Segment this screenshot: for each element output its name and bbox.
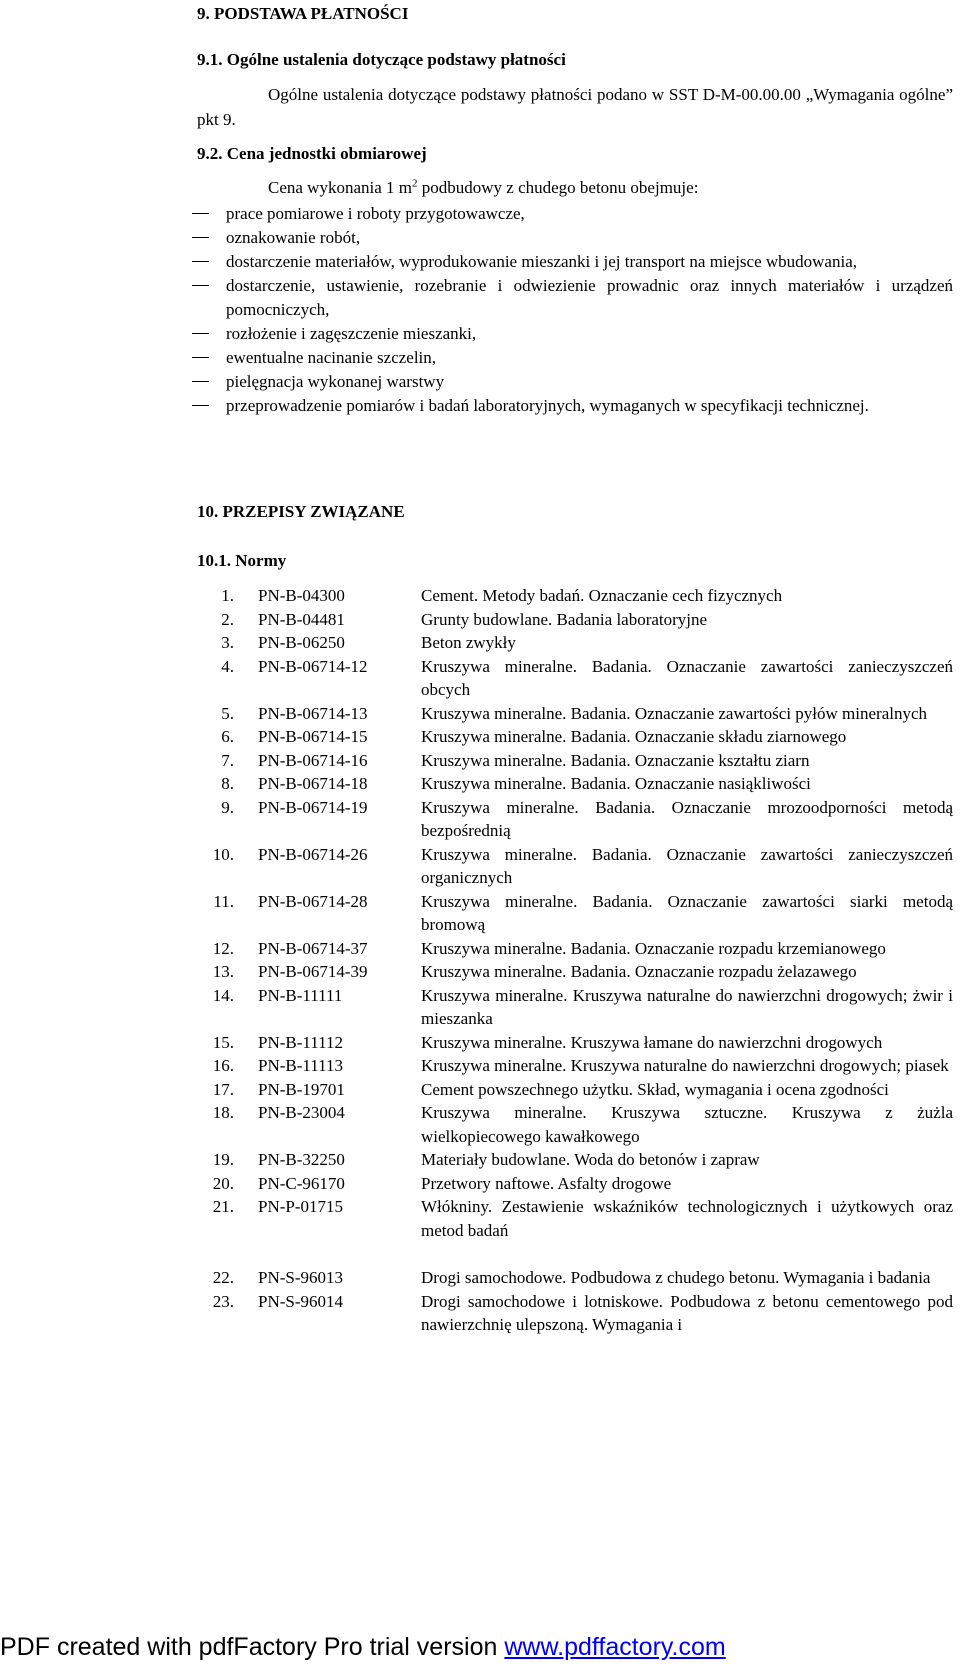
norm-code: PN-B-23004 — [258, 1103, 345, 1122]
norm-title: Cement. Metody badań. Oznaczanie cech fizycznych — [421, 586, 783, 605]
norm-number: 9. — [221, 797, 234, 817]
intro-superscript: 2 — [412, 177, 418, 190]
norm-number: 5. — [221, 703, 234, 723]
norm-number: 22. — [212, 1268, 234, 1287]
norm-code: PN-B-06714-28 — [258, 891, 368, 911]
section-9-heading: 9. PODSTAWA PŁATNOŚCI — [197, 4, 409, 23]
norm-title: Kruszywa mineralne. Kruszywa naturalne do nawierzchni drogowych; żwir i mieszanka — [421, 985, 953, 1028]
norm-number: 20. — [212, 1173, 234, 1193]
pdf-footer — [0, 1632, 726, 1662]
norm-title: Kruszywa mineralne. Badania. Oznaczanie zawartości pyłów mineralnych — [421, 703, 928, 723]
norm-title: Kruszywa mineralne. Badania. Oznaczanie składu ziarnowego — [421, 727, 847, 746]
norm-number: 18. — [212, 1103, 234, 1122]
norm-number: 19. — [212, 1150, 234, 1169]
list-item — [192, 274, 953, 322]
norm-row — [197, 1054, 953, 1078]
list-item — [192, 370, 953, 394]
norm-code: PN-B-04481 — [258, 609, 345, 629]
norm-number: 16. — [212, 1056, 234, 1075]
norm-row — [197, 890, 953, 937]
section-10-heading: 10. PRZEPISY ZWIĄZANE — [197, 502, 405, 521]
norm-row — [197, 843, 953, 890]
norm-code: PN-B-06714-39 — [258, 962, 368, 981]
norm-title: Kruszywa mineralne. Badania. Oznaczanie kształtu ziarn — [421, 750, 810, 770]
list-item — [192, 394, 953, 418]
norm-code: PN-B-06714-13 — [258, 703, 368, 723]
section-9-1-heading: 9.1. Ogólne ustalenia dotyczące podstawy płatności — [197, 50, 566, 69]
dash-bullet-icon — [192, 285, 209, 286]
norm-row — [197, 725, 953, 749]
dash-bullet-icon — [192, 333, 209, 334]
norm-title: Grunty budowlane. Badania laboratoryjne — [421, 609, 708, 629]
norm-code: PN-B-11112 — [258, 1032, 343, 1052]
norm-code: PN-B-06714-26 — [258, 844, 368, 864]
norm-title: Kruszywa mineralne. Kruszywa łamane do nawierzchni drogowych — [421, 1032, 883, 1052]
norm-row — [197, 584, 953, 608]
list-item-text: oznakowanie robót, — [226, 228, 361, 247]
section-9-2-heading: 9.2. Cena jednostki obmiarowej — [197, 144, 427, 163]
list-item — [192, 322, 953, 346]
norm-code: PN-S-96013 — [258, 1268, 344, 1287]
norm-title: Beton zwykły — [421, 633, 516, 652]
norm-code: PN-B-06250 — [258, 633, 345, 652]
norm-number: 1. — [221, 586, 234, 605]
norm-row — [197, 984, 953, 1031]
norm-number: 17. — [212, 1079, 234, 1099]
norm-code: PN-B-19701 — [258, 1079, 345, 1099]
list-item-text: rozłożenie i zagęszczenie mieszanki, — [226, 324, 477, 343]
norm-title: Kruszywa mineralne. Badania. Oznaczanie zawartości zanieczyszczeń organicznych — [421, 844, 953, 887]
dash-bullet-icon — [192, 357, 209, 358]
norm-number: 23. — [212, 1291, 234, 1311]
norm-title: Kruszywa mineralne. Badania. Oznaczanie zawartości siarki metodą bromową — [421, 891, 953, 934]
norm-row — [197, 1148, 953, 1172]
norm-row — [197, 1101, 953, 1148]
norm-code: PN-B-06714-15 — [258, 727, 368, 746]
intro-text-after: podbudowy z chudego betonu obejmuje: — [417, 178, 699, 197]
footer-link[interactable]: www.pdffactory.com — [504, 1633, 726, 1661]
list-item-text: przeprowadzenie pomiarów i badań laboratoryjnych, wymaganych w specyfikacji technicznej. — [226, 396, 869, 415]
list-item — [192, 250, 953, 274]
footer-text: PDF created with pdfFactory Pro trial version — [0, 1633, 505, 1661]
norm-title: Kruszywa mineralne. Badania. Oznaczanie zawartości zanieczyszczeń obcych — [421, 656, 953, 699]
norms-list — [197, 584, 953, 1337]
list-item-text: dostarczenie, ustawienie, rozebranie i odwiezienie prowadnic oraz innych materiałów i urządzeń pomocniczych, — [226, 276, 953, 319]
norm-number: 2. — [221, 609, 234, 629]
list-item-text: ewentualne nacinanie szczelin, — [226, 348, 437, 367]
norm-row — [197, 1266, 953, 1290]
list-item-text: pielęgnacja wykonanej warstwy — [226, 372, 445, 391]
dash-bullet-icon — [192, 381, 209, 382]
norm-title: Przetwory naftowe. Asfalty drogowe — [421, 1173, 672, 1193]
norm-row — [197, 796, 953, 843]
list-item — [192, 346, 953, 370]
list-item — [192, 226, 953, 250]
norm-title: Kruszywa mineralne. Kruszywa naturalne do nawierzchni drogowych; piasek — [421, 1056, 949, 1075]
norm-number: 12. — [212, 938, 234, 958]
norm-row — [197, 772, 953, 796]
norm-title: Kruszywa mineralne. Kruszywa sztuczne. Kruszywa z żużla wielkopiecowego kawałkowego — [421, 1103, 953, 1146]
norm-number: 6. — [221, 727, 234, 746]
dash-bullet-icon — [192, 405, 209, 406]
norm-row — [197, 1031, 953, 1055]
norm-number: 10. — [212, 844, 234, 864]
norm-code: PN-B-06714-12 — [258, 656, 368, 676]
norm-row — [197, 1078, 953, 1102]
norm-row — [197, 749, 953, 773]
list-item — [192, 202, 953, 226]
norm-code: PN-C-96170 — [258, 1173, 345, 1193]
norm-number: 13. — [212, 962, 234, 981]
norm-code: PN-B-04300 — [258, 586, 345, 605]
list-item-text: prace pomiarowe i roboty przygotowawcze, — [226, 204, 525, 223]
norm-row — [197, 702, 953, 726]
norm-code: PN-B-06714-16 — [258, 750, 368, 770]
norm-code: PN-B-06714-37 — [258, 938, 368, 958]
norm-number: 3. — [221, 633, 234, 652]
section-10-1-heading: 10.1. Normy — [197, 551, 287, 570]
dash-bullet-icon — [192, 213, 209, 214]
norm-code: PN-B-06714-18 — [258, 774, 368, 793]
norm-code: PN-P-01715 — [258, 1197, 344, 1216]
norm-row — [197, 937, 953, 961]
norm-title: Włókniny. Zestawienie wskaźników technologicznych i użytkowych oraz metod badań — [421, 1197, 953, 1240]
norm-title: Cement powszechnego użytku. Skład, wymagania i ocena zgodności — [421, 1079, 889, 1099]
norm-title: Kruszywa mineralne. Badania. Oznaczanie rozpadu krzemianowego — [421, 938, 886, 958]
norm-number: 14. — [212, 985, 234, 1005]
norm-number: 4. — [221, 656, 234, 676]
norm-row — [197, 1172, 953, 1196]
dash-bullet-icon — [192, 261, 209, 262]
list-spacer — [197, 1242, 953, 1266]
norm-title: Drogi samochodowe. Podbudowa z chudego betonu. Wymagania i badania — [421, 1268, 931, 1287]
norm-row — [197, 608, 953, 632]
norm-code: PN-B-06714-19 — [258, 797, 368, 817]
norm-row — [197, 1290, 953, 1337]
norm-row — [197, 655, 953, 702]
norm-number: 7. — [221, 750, 234, 770]
norm-row — [197, 1195, 953, 1242]
norm-code: PN-B-11111 — [258, 985, 343, 1005]
norm-code: PN-B-11113 — [258, 1056, 343, 1075]
norm-title: Kruszywa mineralne. Badania. Oznaczanie nasiąkliwości — [421, 774, 811, 793]
norm-number: 8. — [221, 774, 234, 793]
norm-number: 21. — [212, 1197, 234, 1216]
section-9-1-paragraph: Ogólne ustalenia dotyczące podstawy płatności podano w SST D-M-00.00.00 „Wymagania ogólne” pkt 9. — [197, 85, 953, 129]
norm-title: Kruszywa mineralne. Badania. Oznaczanie rozpadu żelazawego — [421, 962, 857, 981]
list-item-text: dostarczenie materiałów, wyprodukowanie mieszanki i jej transport na miejsce wbudowania, — [226, 252, 857, 271]
norm-row — [197, 960, 953, 984]
intro-text-before: Cena wykonania 1 m — [268, 178, 412, 197]
norm-code: PN-S-96014 — [258, 1291, 344, 1311]
norm-title: Kruszywa mineralne. Badania. Oznaczanie mrozoodporności metodą bezpośrednią — [421, 797, 953, 840]
norm-title: Materiały budowlane. Woda do betonów i zapraw — [421, 1150, 760, 1169]
norm-number: 11. — [213, 891, 234, 911]
price-scope-list — [192, 202, 953, 418]
price-intro-text — [268, 176, 698, 199]
norm-code: PN-B-32250 — [258, 1150, 345, 1169]
norm-row — [197, 631, 953, 655]
norm-title: Drogi samochodowe i lotniskowe. Podbudowa z betonu cementowego pod nawierzchnię ulepszoną. Wymagania i — [421, 1291, 953, 1334]
norm-number: 15. — [212, 1032, 234, 1052]
dash-bullet-icon — [192, 237, 209, 238]
